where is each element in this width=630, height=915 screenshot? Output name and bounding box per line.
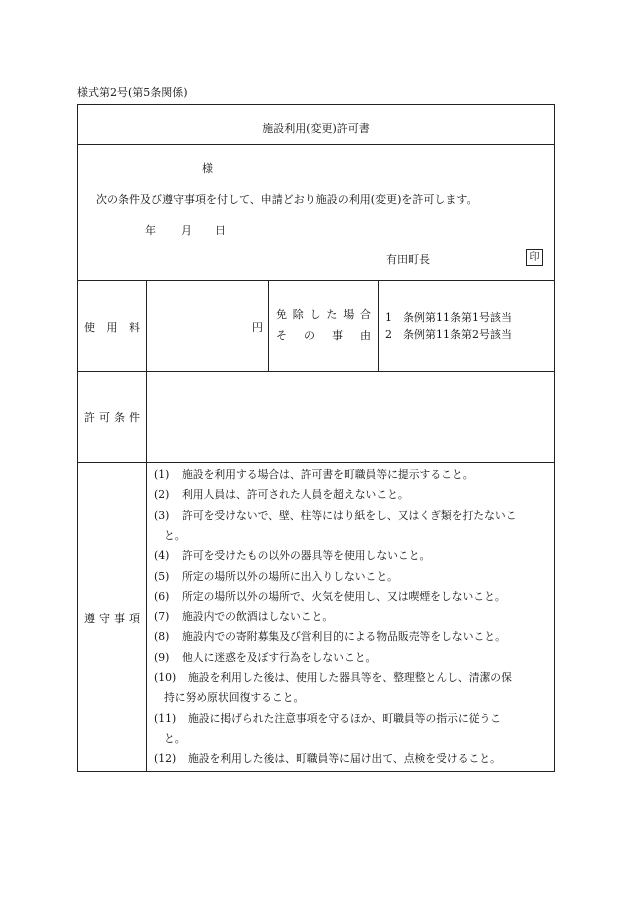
addressee-suffix: 様 xyxy=(202,162,213,175)
rule-item xyxy=(154,569,398,584)
fee-label: 使 用 料 xyxy=(84,321,140,334)
label-column-divider xyxy=(146,280,147,772)
rule-text: 許可を受けないで、壁、柱等にはり紙をし、又はくぎ類を打たないこ xyxy=(182,508,517,522)
exemption-label-line1: 免 除 し た 場 合 xyxy=(276,308,371,321)
rule-number: (12) xyxy=(154,752,177,766)
rule-number: (10) xyxy=(154,671,177,684)
rule-number: (6) xyxy=(154,589,170,603)
rules-label: 遵 守 事 項 xyxy=(84,612,140,625)
fee-amount-divider xyxy=(268,280,269,371)
exemption-reason-2: 2 条例第11条第2号該当 xyxy=(385,328,512,341)
exemption-label-line2: そ の 事 由 xyxy=(276,329,371,342)
form-reference: 様式第2号(第5条関係) xyxy=(77,86,188,99)
rule-item xyxy=(154,650,376,665)
rule-item xyxy=(154,467,474,482)
rule-number: (8) xyxy=(154,630,170,644)
rule-item xyxy=(154,609,333,624)
rule-number: (4) xyxy=(154,549,170,563)
rule-item xyxy=(154,711,501,726)
document-title: 施設利用(変更)許可書 xyxy=(262,122,370,135)
date-day: 日 xyxy=(215,224,226,237)
exemption-reason-1: 1 条例第11条第1号該当 xyxy=(385,311,512,324)
rule-number: (5) xyxy=(154,569,170,583)
rule-text: 他人に迷惑を及ぼす行為をしないこと。 xyxy=(182,650,377,664)
conditions-label: 許 可 条 件 xyxy=(84,411,140,424)
rule-item xyxy=(154,670,512,685)
date-year: 年 xyxy=(145,224,156,237)
rule-text: 施設を利用した後は、使用した器具等を、整理整とんし、清潔の保 xyxy=(188,671,512,684)
date-month: 月 xyxy=(181,224,192,237)
rule-item xyxy=(154,629,506,644)
rule-number: (3) xyxy=(154,508,170,522)
fee-divider xyxy=(78,371,554,372)
seal-mark: 印 xyxy=(526,249,543,266)
rule-text: 施設を利用した後は、町職員等に届け出て、点検を受けること。 xyxy=(188,752,501,766)
rule-text-continuation: と。 xyxy=(164,528,186,542)
rule-text: 利用人員は、許可された人員を超えないこと。 xyxy=(182,488,409,502)
rule-item xyxy=(154,589,506,604)
rule-number: (11) xyxy=(154,711,177,725)
rule-text: 施設内での寄附募集及び営利目的による物品販売等をしないこと。 xyxy=(182,630,506,644)
rule-item xyxy=(154,487,409,502)
rule-text-continuation: と。 xyxy=(164,731,186,745)
title-divider xyxy=(78,144,554,145)
exemption-divider xyxy=(378,280,379,371)
rule-text: 施設内での飲酒はしないこと。 xyxy=(182,610,334,624)
issuer-name: 有田町長 xyxy=(386,253,430,266)
permit-form xyxy=(77,104,555,772)
header-divider xyxy=(78,280,554,281)
conditions-divider xyxy=(78,462,554,463)
rule-number: (7) xyxy=(154,610,170,624)
rule-text: 施設に掲げられた注意事項を守るほか、町職員等の指示に従うこ xyxy=(188,711,502,725)
rule-number: (9) xyxy=(154,650,170,664)
rule-text: 許可を受けたもの以外の器具等を使用しないこと。 xyxy=(182,549,431,563)
rule-item xyxy=(154,508,516,523)
rule-number: (2) xyxy=(154,488,170,502)
rule-item xyxy=(154,751,501,766)
rule-item xyxy=(154,548,430,563)
rule-text: 所定の場所以外の場所に出入りしないこと。 xyxy=(182,569,398,583)
permit-statement: 次の条件及び遵守事項を付して、申請どおり施設の利用(変更)を許可します。 xyxy=(96,193,478,206)
rule-number: (1) xyxy=(154,468,170,481)
rule-text-continuation: 持に努め原状回復すること。 xyxy=(164,691,305,705)
fee-unit: 円 xyxy=(252,321,263,334)
rule-text: 施設を利用する場合は、許可書を町職員等に提示すること。 xyxy=(182,468,474,481)
rule-text: 所定の場所以外の場所で、火気を使用し、又は喫煙をしないこと。 xyxy=(182,589,506,603)
